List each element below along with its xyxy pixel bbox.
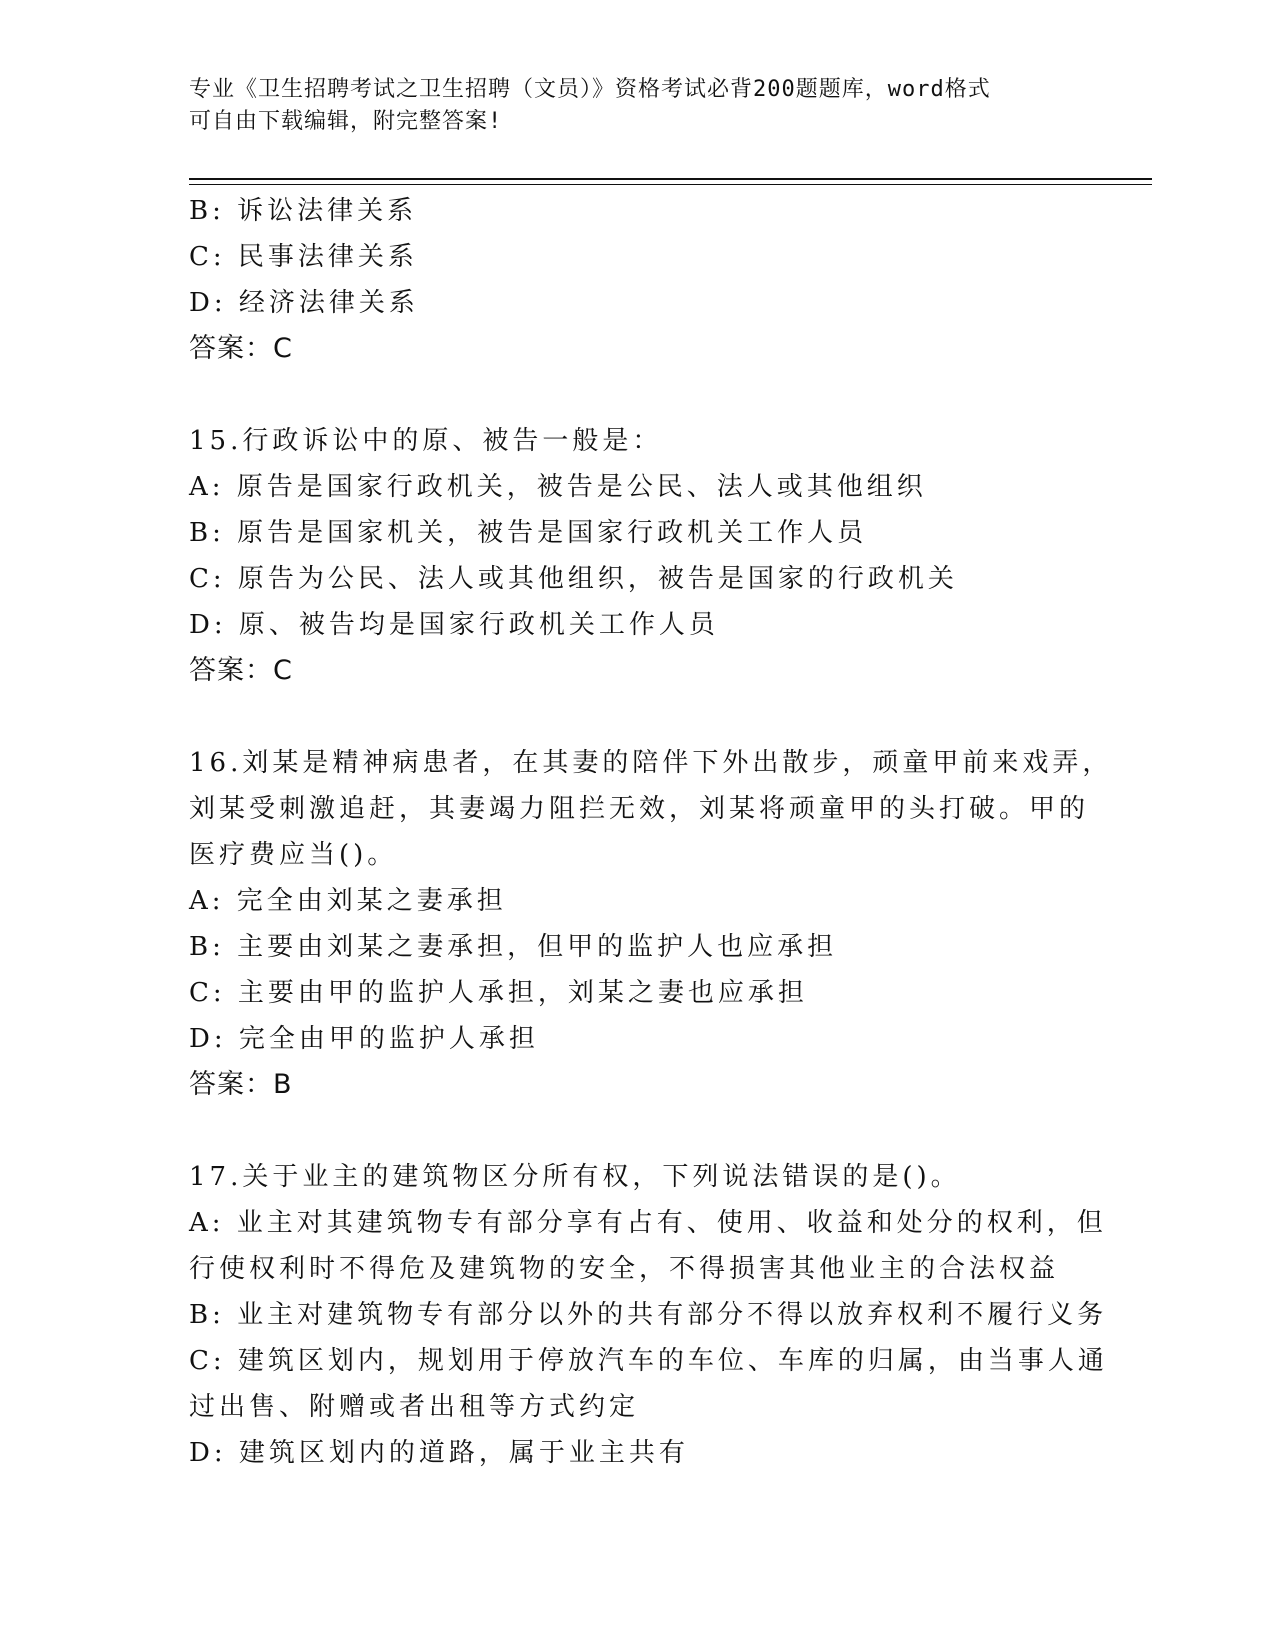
option-line: A: 原告是国家行政机关，被告是公民、法人或其他组织 xyxy=(189,472,927,502)
header-rule-thin xyxy=(189,184,1152,185)
question-16 xyxy=(189,740,1113,1108)
question-stem: 16.刘某是精神病患者，在其妻的陪伴下外出散步，顽童甲前来戏弄， xyxy=(189,748,1113,778)
option-line: B: 原告是国家机关，被告是国家行政机关工作人员 xyxy=(189,518,868,548)
option-line: B: 诉讼法律关系 xyxy=(189,196,418,226)
option-line: D: 建筑区划内的道路，属于业主共有 xyxy=(189,1438,689,1468)
question-stem: 刘某受刺激追赶，其妻竭力阻拦无效，刘某将顽童甲的头打破。甲的 xyxy=(189,794,1090,824)
option-line: D: 经济法律关系 xyxy=(189,288,419,318)
question-content xyxy=(189,188,1113,1476)
spacer xyxy=(189,372,1089,418)
question-stem: 医疗费应当()。 xyxy=(189,840,398,870)
spacer xyxy=(189,694,1089,740)
answer-line: 答案：B xyxy=(189,1069,293,1100)
question-stem: 17.关于业主的建筑物区分所有权，下列说法错误的是()。 xyxy=(189,1162,961,1192)
answer-line: 答案：C xyxy=(189,655,293,686)
option-line: 行使权利时不得危及建筑物的安全，不得损害其他业主的合法权益 xyxy=(189,1254,1060,1284)
spacer xyxy=(189,1108,1089,1154)
option-line: C: 主要由甲的监护人承担，刘某之妻也应承担 xyxy=(189,978,808,1008)
option-line: D: 完全由甲的监护人承担 xyxy=(189,1024,539,1054)
question-stem: 15.行政诉讼中的原、被告一般是： xyxy=(189,426,663,456)
option-line: B: 业主对建筑物专有部分以外的共有部分不得以放弃权利不履行义务 xyxy=(189,1300,1108,1330)
header-line-1: 专业《卫生招聘考试之卫生招聘（文员）》资格考试必背200题题库，word格式 xyxy=(189,77,991,102)
option-line: B: 主要由刘某之妻承担，但甲的监护人也应承担 xyxy=(189,932,838,962)
option-line: 过出售、附赠或者出租等方式约定 xyxy=(189,1392,640,1422)
prev-question-block xyxy=(189,188,1089,372)
option-line: C: 建筑区划内，规划用于停放汽车的车位、车库的归属，由当事人通 xyxy=(189,1346,1108,1376)
option-line: A: 业主对其建筑物专有部分享有占有、使用、收益和处分的权利，但 xyxy=(189,1208,1107,1238)
option-line: D: 原、被告均是国家行政机关工作人员 xyxy=(189,610,719,640)
document-header xyxy=(189,74,1069,138)
option-line: C: 原告为公民、法人或其他组织，被告是国家的行政机关 xyxy=(189,564,958,594)
option-line: C: 民事法律关系 xyxy=(189,242,418,272)
header-line-2: 可自由下载编辑，附完整答案! xyxy=(189,109,503,134)
question-15 xyxy=(189,418,1089,694)
question-17 xyxy=(189,1154,1108,1476)
answer-line: 答案：C xyxy=(189,333,293,364)
header-rule-thick xyxy=(189,178,1152,180)
option-line: A: 完全由刘某之妻承担 xyxy=(189,886,507,916)
